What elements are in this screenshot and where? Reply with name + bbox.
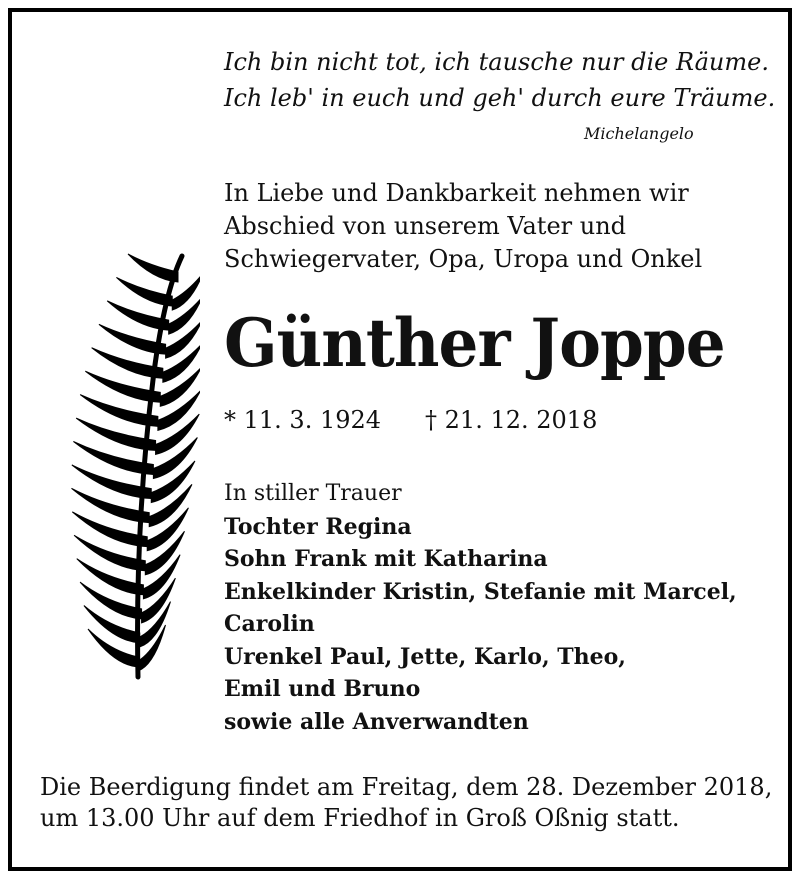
quote-line-2: Ich leb' in euch und geh' durch eure Träume. [224, 84, 776, 112]
obituary-notice [8, 8, 792, 871]
palm-frond-icon [50, 252, 200, 682]
mourner-line: Carolin [224, 611, 315, 637]
death-date: † 21. 12. 2018 [425, 406, 598, 434]
mourner-line: Emil und Bruno [224, 676, 421, 702]
deceased-name: Günther Joppe [224, 304, 725, 382]
frond-leaflet-left [128, 254, 178, 282]
mourner-line: sowie alle Anverwandten [224, 708, 529, 735]
quote-author: Michelangelo [584, 124, 694, 143]
mourner-line: Tochter Regina [224, 513, 412, 540]
mourner-line: Enkelkinder Kristin, Stefanie mit Marcel, [224, 578, 737, 605]
frond-leaflet-left [99, 324, 166, 354]
life-dates [224, 406, 597, 434]
intro-line: Abschied von unserem Vater und [224, 212, 627, 240]
intro-line: In Liebe und Dankbarkeit nehmen wir [224, 179, 689, 207]
birth-date: * 11. 3. 1924 [224, 406, 382, 434]
mourners-list [224, 478, 737, 738]
mourner-line: Sohn Frank mit Katharina [224, 546, 548, 572]
mourner-line: Urenkel Paul, Jette, Karlo, Theo, [224, 643, 626, 670]
intro-text [224, 177, 702, 276]
frond-leaflet-left [116, 277, 172, 306]
funeral-details [40, 772, 772, 834]
intro-line: Schwiegervater, Opa, Uropa und Onkel [224, 245, 703, 273]
mourners-heading: In stiller Trauer [224, 481, 402, 506]
quote-line-1: Ich bin nicht tot, ich tausche nur die Räume. [224, 48, 769, 76]
frond-leaflet-left [107, 301, 168, 330]
funeral-line-2: um 13.00 Uhr auf dem Friedhof in Groß Oßnig statt. [40, 804, 680, 832]
funeral-line-1: Die Beerdigung findet am Freitag, dem 28. Dezember 2018, [40, 773, 773, 801]
